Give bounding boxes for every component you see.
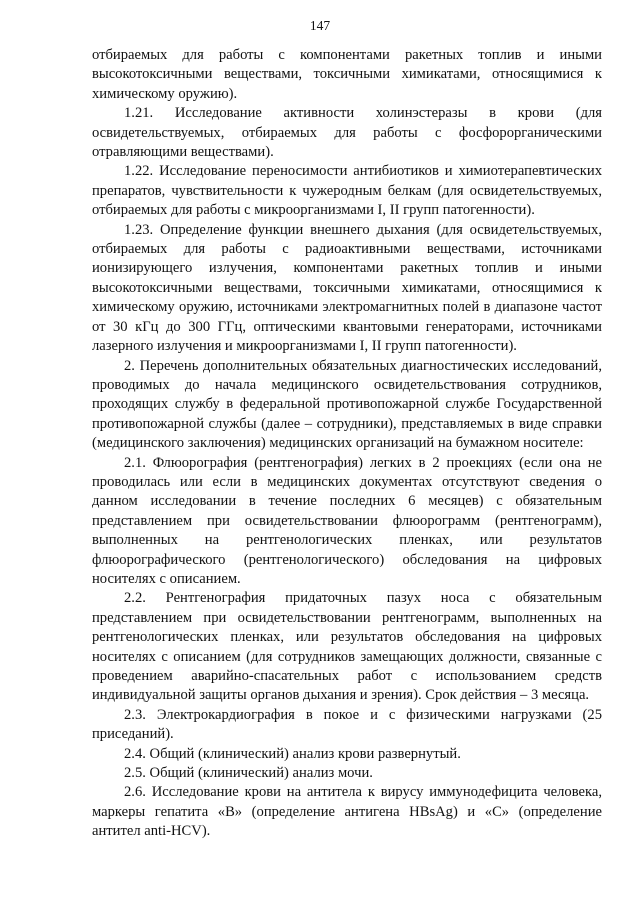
paragraph-2: 2. Перечень дополнительных обязательных диагностических исследований, проводимых до начала медицинского освидетельствования сотрудников, проходящих службу в федеральной противопожарной службе Государственной противопожарной службы (далее – сотрудники), представляемых в виде справки (медицинского заключения) медицинских организаций на бумажном носителе:: [92, 357, 602, 452]
paragraph-1-22: 1.22. Исследование переносимости антибиотиков и химиотерапевтических препаратов, чувствительности к чужеродным белкам (для освидетельствуемых, отбираемых для работы с микроорганизмами I, II групп патогенности).: [92, 163, 602, 219]
document-body: [92, 46, 602, 842]
paragraph-1-23: 1.23. Определение функции внешнего дыхания (для освидетельствуемых, отбираемых для работы с радиоактивными веществами, источниками ионизирующего излучения, компонентами ракетных топлив и иными высокотоксичными веществами, токсичными химикатами, относящимися к химическому оружию, источниками электромагнитных полей в диапазоне частот от 30 кГц до 300 ГГц, оптическими квантовыми генераторами, источниками лазерного излучения и микроорганизмами I, II групп патогенности).: [92, 221, 602, 355]
paragraph-2-5: 2.5. Общий (клинический) анализ мочи.: [124, 765, 373, 782]
paragraph-2-2: 2.2. Рентгенография придаточных пазух носа с обязательным представлением при освидетельствовании рентгенограмм, выполненных на рентгенологических пленках, или результатов обследования на цифровых носителях с описанием (для сотрудников замещающих должности, связанные с проведением аварийно-спасательных работ с использованием средств индивидуальной защиты органов дыхания и зрения). Срок действия – 3 месяца.: [92, 590, 602, 704]
paragraph-continuation: отбираемых для работы с компонентами ракетных топлив и иными высокотоксичными веществами, токсичными химикатами, относящимися к химическому оружию).: [92, 47, 602, 102]
paragraph-1-21: 1.21. Исследование активности холинэстеразы в крови (для освидетельствуемых, отбираемых для работы с фосфорорганическими отравляющими веществами).: [92, 105, 602, 161]
paragraph-2-3: 2.3. Электрокардиография в покое и с физическими нагрузками (25 приседаний).: [92, 706, 602, 743]
page-number: 147: [309, 18, 331, 33]
paragraph-2-6: 2.6. Исследование крови на антитела к вирусу иммунодефицита человека, маркеры гепатита «В» (определение антигена HBsAg) и «С» (определение антител anti-HCV).: [92, 784, 602, 840]
paragraph-2-1: 2.1. Флюорография (рентгенография) легких в 2 проекциях (если она не проводилась или если в медицинских документах отсутствуют сведения о данном исследовании в течение последних 6 месяцев) с обязательным представлением при освидетельствовании флюорограмм (рентгенограмм), выполненных на рентгенологических пленках, или результатов флюорографического (рентгенологического) обследования на цифровых носителях с описанием.: [92, 454, 602, 587]
paragraph-2-4: 2.4. Общий (клинический) анализ крови развернутый.: [124, 745, 461, 762]
